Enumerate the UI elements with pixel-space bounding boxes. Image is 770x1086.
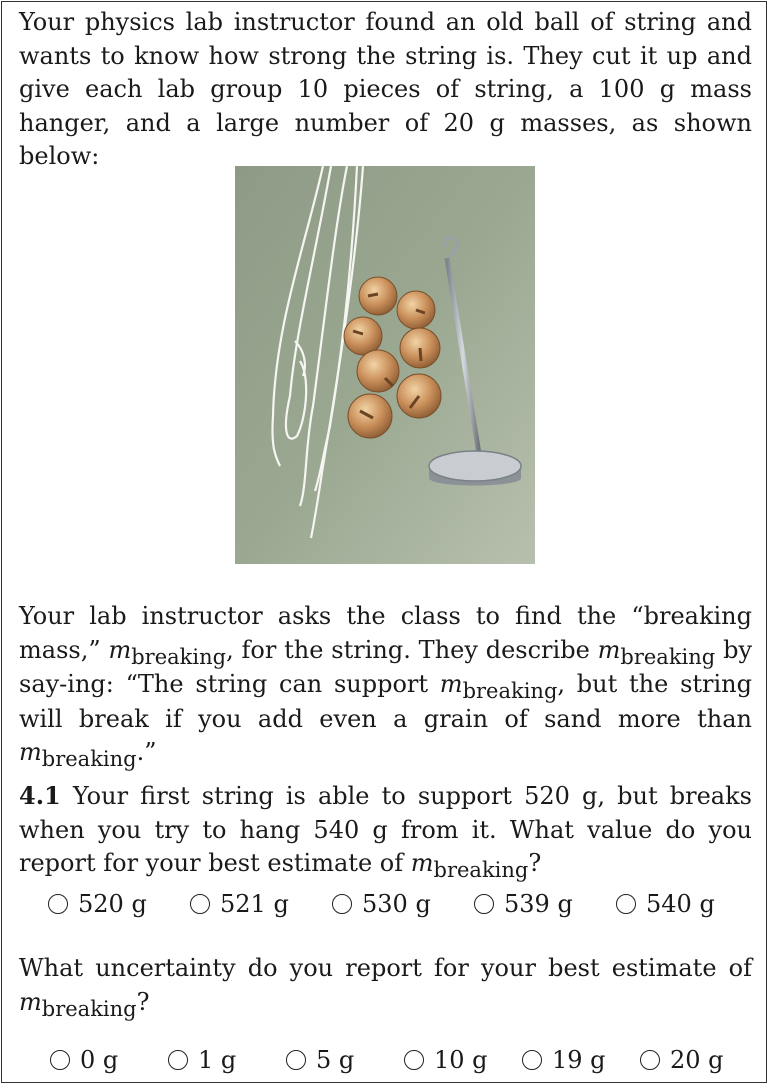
- q2-option-10[interactable]: 10 g: [404, 1046, 488, 1074]
- radio-button[interactable]: [474, 894, 494, 914]
- radio-button[interactable]: [522, 1050, 542, 1070]
- radio-button[interactable]: [404, 1050, 424, 1070]
- radio-button[interactable]: [168, 1050, 188, 1070]
- q1-option-521[interactable]: 521 g: [190, 890, 289, 918]
- q2-option-1[interactable]: 1 g: [168, 1046, 236, 1074]
- radio-button[interactable]: [616, 894, 636, 914]
- lab-equipment-photo: [235, 166, 535, 564]
- q2-option-5[interactable]: 5 g: [286, 1046, 354, 1074]
- question-number: 4.1: [19, 781, 61, 810]
- q2-option-20[interactable]: 20 g: [640, 1046, 724, 1074]
- q1-option-540[interactable]: 540 g: [616, 890, 715, 918]
- question-uncertainty: What uncertainty do you report for your best estimate of mbreaking?: [19, 954, 752, 1021]
- description-text: Your lab instructor asks the class to find the “breaking mass,” mbreaking, for the string. They describe mbreaking by say-ing: “The string can support mbreaking, but the string will break if you add even a grain of sand more than mbreaking.”: [19, 602, 752, 771]
- q1-option-530[interactable]: 530 g: [332, 890, 431, 918]
- radio-button[interactable]: [50, 1050, 70, 1070]
- q2-option-0[interactable]: 0 g: [50, 1046, 118, 1074]
- radio-button[interactable]: [48, 894, 68, 914]
- radio-button[interactable]: [640, 1050, 660, 1070]
- q1-option-539[interactable]: 539 g: [474, 890, 573, 918]
- radio-button[interactable]: [286, 1050, 306, 1070]
- question-4-1: 4.1 Your first string is able to support 520 g, but breaks when you try to hang 540 g from it. What value do you report for your best estimate of mbreaking?: [19, 781, 752, 882]
- q2-option-19[interactable]: 19 g: [522, 1046, 606, 1074]
- intro-text: Your physics lab instructor found an old ball of string and wants to know how strong the string is. They cut it up and give each lab group 10 pieces of string, a 100 g mass hanger, and a large number of 20 g masses, as shown below:: [19, 8, 752, 170]
- radio-button[interactable]: [332, 894, 352, 914]
- radio-button[interactable]: [190, 894, 210, 914]
- q1-option-520[interactable]: 520 g: [48, 890, 147, 918]
